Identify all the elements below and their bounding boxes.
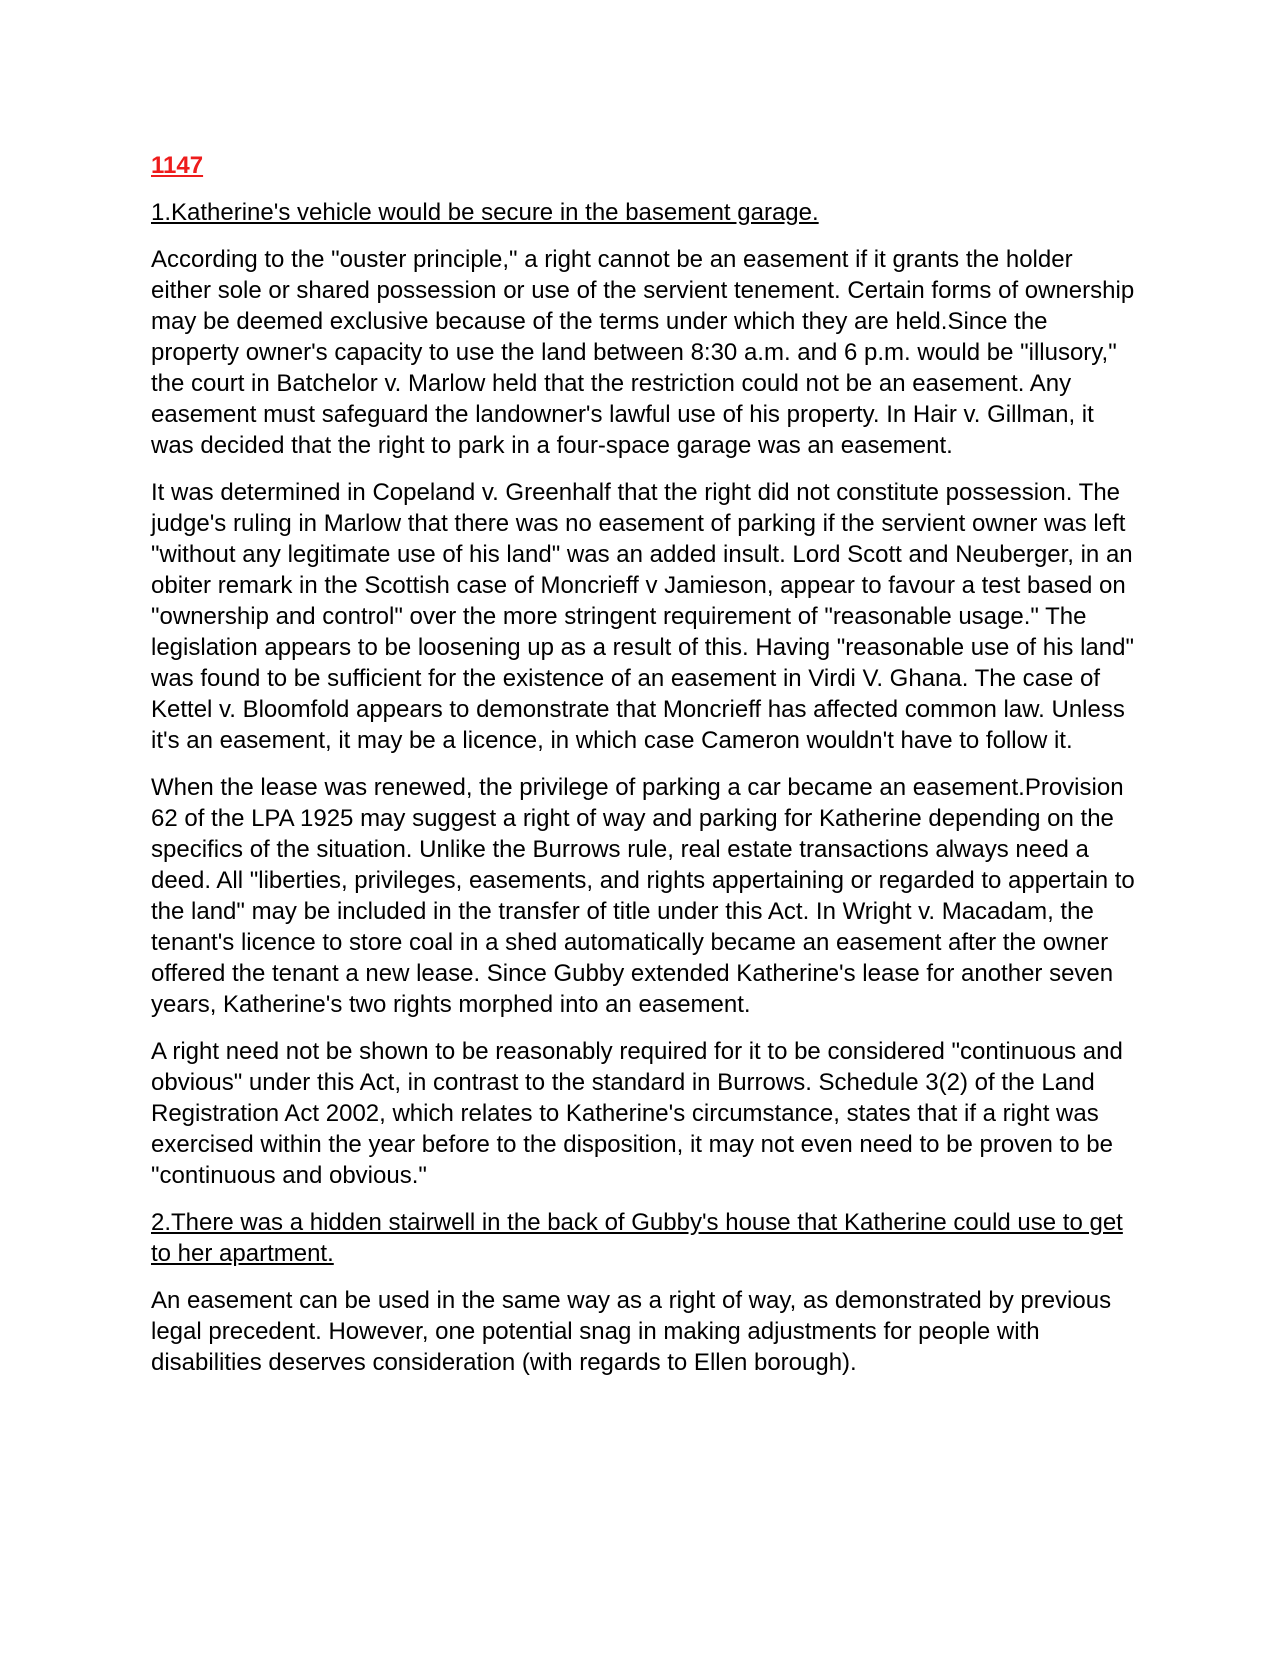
section-heading: 2.There was a hidden stairwell in the back of Gubby's house that Katherine could use to get to her apartment. bbox=[151, 1209, 1123, 1267]
paragraph: According to the "ouster principle," a right cannot be an easement if it grants the holder either sole or shared possession or use of the servient tenement. Certain forms of ownership may be deemed exclusive because of the terms under which they are held.Since the property owner's capacity to use the land between 8:30 a.m. and 6 p.m. would be "illusory," the court in Batchelor v. Marlow held that the restriction could not be an easement. Any easement must safeguard the landowner's lawful use of his property. In Hair v. Gillman, it was decided that the right to park in a four-space garage was an easement. bbox=[151, 246, 1135, 459]
paragraph: A right need not be shown to be reasonably required for it to be considered "continuous and obvious" under this Act, in contrast to the standard in Burrows. Schedule 3(2) of the Land Registration Act 2002, which relates to Katherine's circumstance, states that if a right was exercised within the year before to the disposition, it may not even need to be proven to be "continuous and obvious." bbox=[151, 1038, 1123, 1189]
document-page bbox=[151, 150, 1136, 1394]
section-2 bbox=[151, 1207, 1136, 1378]
paragraph: An easement can be used in the same way as a right of way, as demonstrated by previous legal precedent. However, one potential snag in making adjustments for people with disabilities deserves consideration (with regards to Ellen borough). bbox=[151, 1287, 1112, 1376]
paragraph: It was determined in Copeland v. Greenhalf that the right did not constitute possession. The judge's ruling in Marlow that there was no easement of parking if the servient owner was left "without any legitimate use of his land" was an added insult. Lord Scott and Neuberger, in an obiter remark in the Scottish case of Moncrieff v Jamieson, appear to favour a test based on "ownership and control" over the more stringent requirement of "reasonable usage." The legislation appears to be loosening up as a result of this. Having "reasonable use of his land" was found to be sufficient for the existence of an easement in Virdi V. Ghana. The case of Kettel v. Bloomfold appears to demonstrate that Moncrieff has affected common law. Unless it's an easement, it may be a licence, in which case Cameron wouldn't have to follow it. bbox=[151, 479, 1134, 754]
section-heading: 1.Katherine's vehicle would be secure in the basement garage. bbox=[151, 199, 819, 226]
paragraph: When the lease was renewed, the privilege of parking a car became an easement.Provision 62 of the LPA 1925 may suggest a right of way and parking for Katherine depending on the specifics of the situation. Unlike the Burrows rule, real estate transactions always need a deed. All "liberties, privileges, easements, and rights appertaining or regarded to appertain to the land" may be included in the transfer of title under this Act. In Wright v. Macadam, the tenant's licence to store coal in a shed automatically became an easement after the owner offered the tenant a new lease. Since Gubby extended Katherine's lease for another seven years, Katherine's two rights morphed into an easement. bbox=[151, 774, 1135, 1018]
section-1 bbox=[151, 197, 1136, 1191]
document-number: 1147 bbox=[151, 152, 204, 179]
